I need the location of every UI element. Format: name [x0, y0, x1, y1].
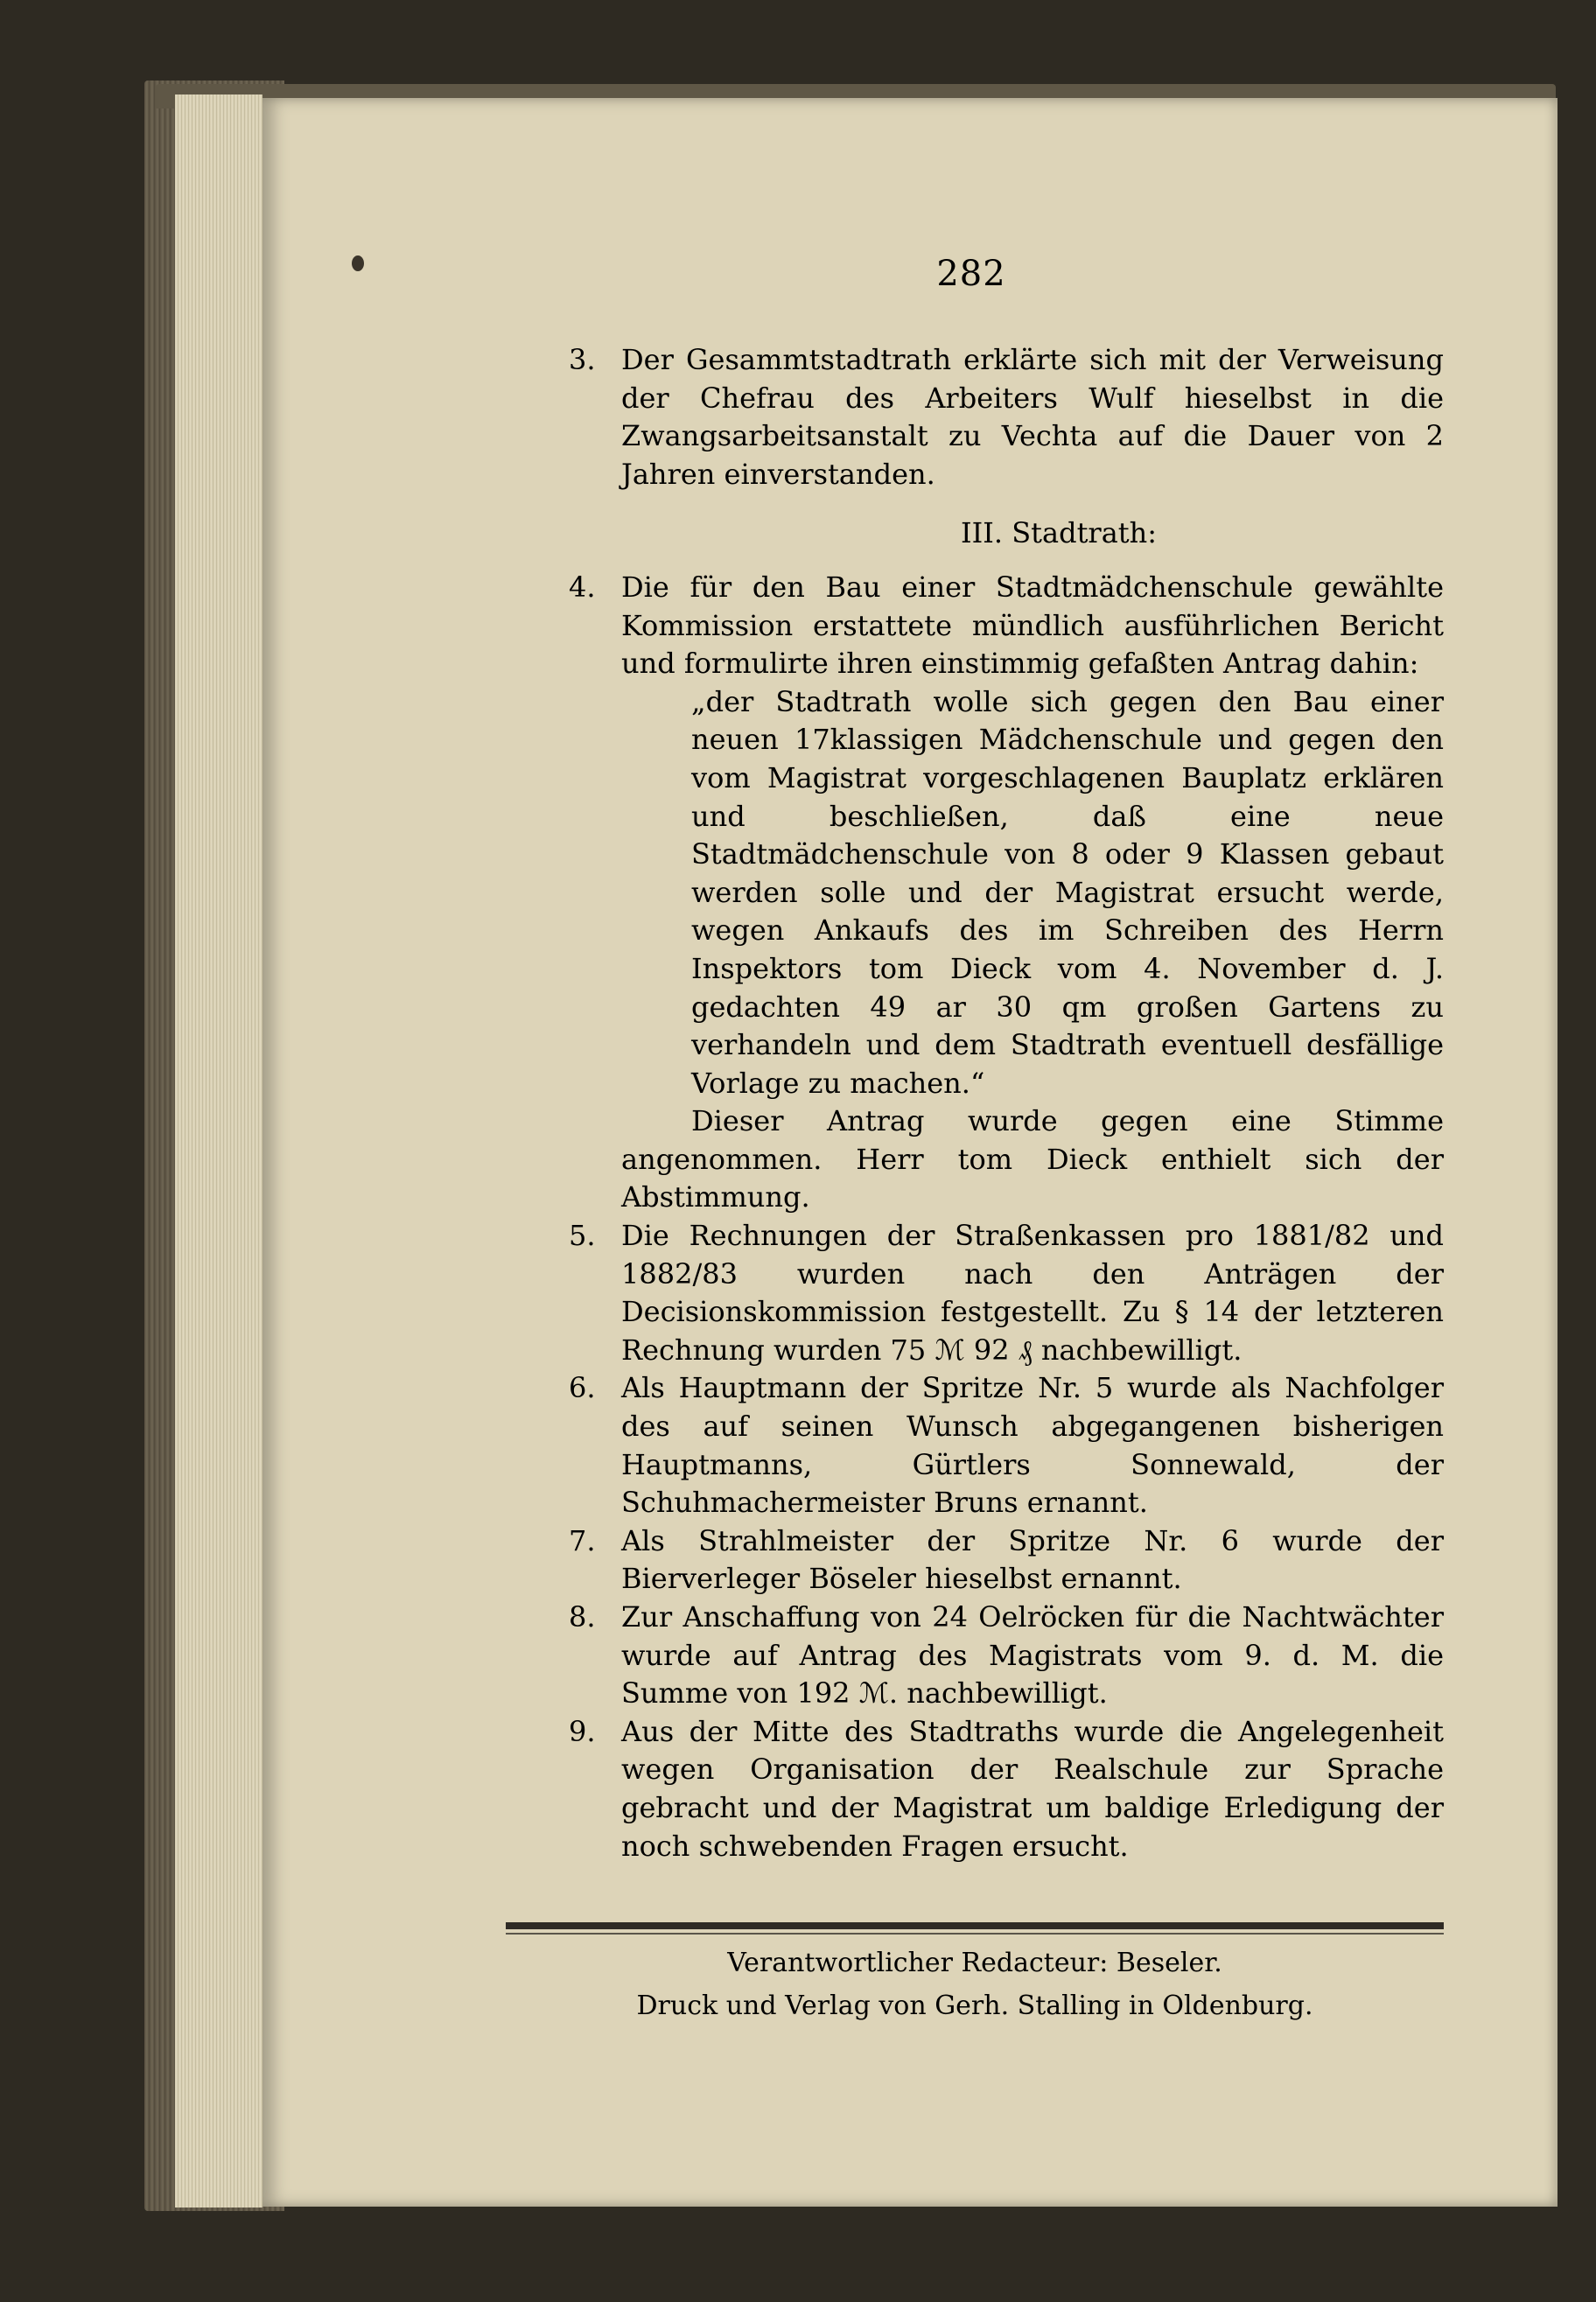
item-number: 3.: [569, 343, 596, 376]
page-number: 282: [936, 254, 1006, 294]
item-number: 5.: [569, 1219, 596, 1253]
item-number: 9.: [569, 1714, 596, 1748]
item-text: Zur Anschaffung von 24 Oelröcken für die Nachtwächter wurde auf Antrag des Magistrats vom 9. d. M. die Summe von 192 ℳ. nachbewilligt.: [621, 1600, 1444, 1711]
list-item: [569, 1713, 1444, 1865]
vote-result: Dieser Antrag wurde gegen eine Stimme angenommen. Herr tom Dieck enthielt sich der Abstimmung.: [621, 1104, 1444, 1214]
item-text: Die Rechnungen der Straßenkassen pro 1881/82 und 1882/83 wurden nach den Anträgen der Decisionskommission festgestellt. Zu § 14 der letzteren Rechnung wurden 75 ℳ 92 ₰ nachbewilligt.: [621, 1219, 1444, 1367]
item-text: Als Hauptmann der Spritze Nr. 5 wurde als Nachfolger des auf seinen Wunsch abgegangenen bisherigen Hauptmanns, Gürtlers Sonnewald, der Schuhmachermeister Bruns ernannt.: [621, 1371, 1444, 1520]
page-text: [569, 341, 1444, 1865]
item-text: Als Strahlmeister der Spritze Nr. 6 wurde der Bierverleger Böseler hieselbst ernannt.: [621, 1523, 1444, 1596]
item-text: Aus der Mitte des Stadtraths wurde die Angelegenheit wegen Organisation der Realschule zur Sprache gebracht und der Magistrat um baldige Erledigung der noch schwebenden Fragen ersucht.: [621, 1714, 1444, 1863]
list-item: [569, 341, 1444, 493]
item-number: 7.: [569, 1523, 596, 1557]
list-item: [569, 1369, 1444, 1522]
list-item: [569, 1599, 1444, 1713]
section-heading: III. Stadtrath:: [960, 516, 1158, 550]
page-leaves: [175, 94, 262, 2208]
publisher-line: Druck und Verlag von Gerh. Stalling in Oldenburg.: [636, 1991, 1313, 2021]
quoted-motion: „der Stadtrath wolle sich gegen den Bau einer neuen 17klassigen Mädchenschule und gegen den vom Magistrat vorgeschlagenen Bauplatz erklären und beschließen, daß eine neue Stadtmädchenschule von 8 oder 9 Klassen gebaut werden solle und der Magistrat ersucht werde, wegen Ankaufs des im Schreiben des Herrn Inspektors tom Dieck vom 4. November d. J. gedachten 49 ar 30 qm großen Gartens zu verhandeln und dem Stadtrath eventuell desfällige Vorlage zu machen.“: [691, 684, 1444, 1100]
item-number: 6.: [569, 1371, 596, 1405]
item-text: Der Gesammtstadtrath erklärte sich mit der Verweisung der Chefrau des Arbeiters Wulf hieselbst in die Zwangsarbeitsanstalt zu Vechta auf die Dauer von 2 Jahren einverstanden.: [621, 343, 1444, 491]
list-item: [569, 1217, 1444, 1369]
item-text: Die für den Bau einer Stadtmädchenschule gewählte Kommission erstattete mündlich ausführlichen Bericht und formulirte ihren einstimmig gefaßten Antrag dahin:: [621, 570, 1444, 681]
list-item: [569, 1522, 1444, 1599]
footer-rule: [506, 1922, 1444, 1929]
ink-spot: [352, 255, 364, 271]
item-number: 4.: [569, 570, 596, 604]
footer-rule-thin: [506, 1933, 1444, 1935]
list-item: [569, 569, 1444, 683]
editor-line: Verantwortlicher Redacteur: Beseler.: [727, 1948, 1222, 1978]
item-number: 8.: [569, 1600, 596, 1634]
